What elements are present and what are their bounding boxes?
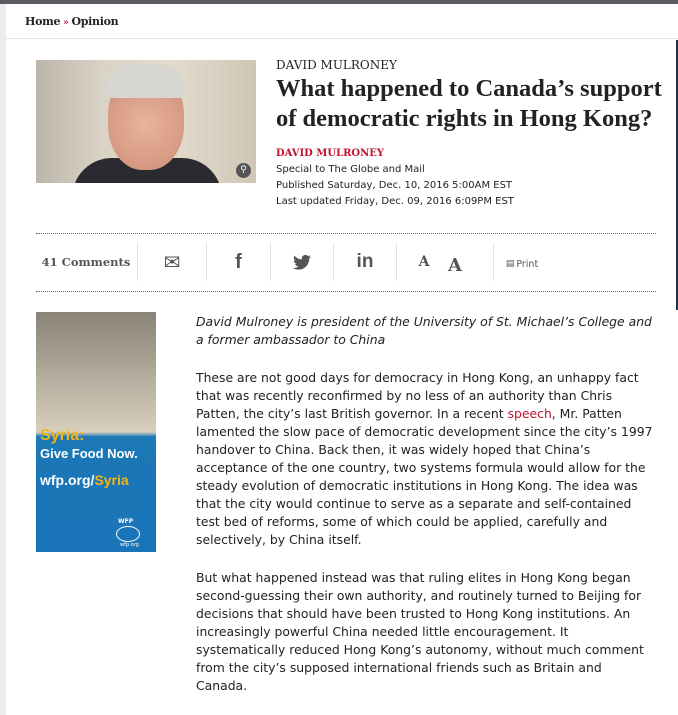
toolbar-separator [493,243,494,281]
published-date: Published Saturday, Dec. 10, 2016 5:00AM EST [276,180,513,191]
top-bar [0,0,678,4]
intro-text: David Mulroney is president of the University of St. Michael’s College and a former ambassador to China [196,314,652,347]
print-label: Print [516,258,539,270]
mail-icon[interactable]: ✉ [163,250,181,274]
print-button[interactable] [502,240,542,284]
paragraph-text: These are not good days for democracy in Hong Kong, an unhappy fact that was recently reconfirmed by no less of an authority than Chris Patten, the city’s last British governor. In a recent [196,370,639,421]
ad-subline: Give Food Now. [40,446,138,461]
author-photo[interactable] [36,60,256,183]
wfp-advertisement[interactable] [36,312,156,552]
speech-link[interactable]: speech [507,406,552,421]
left-edge [0,4,6,715]
article-intro [196,313,656,349]
linkedin-icon[interactable]: in [356,251,374,272]
toolbar-top-border [36,233,656,234]
paragraph-text: , Mr. Patten lamented the slow pace of democratic development since the city’s 1997 handover to China. Back then, it was widely hoped that China’s acceptance of the one country, two systems formula would allow for the steady evolution of democratic institutions in Hong Kong. The idea was that the city would continue to serve as a separate and self-contained test bed of reforms, some of which could be applied, carefully and selectively, by China itself. [196,406,653,547]
facebook-icon[interactable]: f [235,250,242,273]
updated-date: Last updated Friday, Dec. 09, 2016 6:09PM EST [276,196,514,207]
wfp-logo-url: wfp.org [120,542,139,548]
byline-author[interactable]: DAVID MULRONEY [276,148,385,159]
wfp-logo-text: WFP [118,518,134,525]
twitter-icon[interactable] [271,240,333,284]
comments-button[interactable]: 41 Comments [41,255,131,269]
byline-source: Special to The Globe and Mail [276,164,425,175]
ad-url-b: Syria [94,472,129,488]
article-title: What happened to Canada’s support of democratic rights in Hong Kong? [276,75,662,132]
ad-url [40,472,129,488]
print-icon: ▤ [505,259,515,269]
breadcrumb-home[interactable]: Home [25,15,61,28]
breadcrumb-opinion[interactable]: Opinion [71,15,119,28]
article-paragraph-1 [196,369,656,549]
wfp-logo-icon [116,526,140,542]
font-increase-button[interactable]: A [448,254,462,276]
ad-url-a: wfp.org/ [40,472,95,488]
article-paragraph-2: But what happened instead was that ruling elites in Hong Kong began second-guessing their own authority, and routinely turned to Beijing for decisions that should have been trusted to Hong Kong institutions. An increasingly powerful China needed little encouragement. It systematically reduced Hong Kong’s autonomy, without much comment from the city’s supposed international friends such as Britain and Canada. [196,570,644,693]
photo-hair [106,64,186,98]
toolbar-separator [396,243,397,281]
ad-headline: Syria: [40,427,85,444]
author-name: DAVID MULRONEY [276,58,397,72]
font-decrease-button[interactable]: A [418,254,430,270]
divider [6,38,678,39]
magnify-icon[interactable]: ⚲ [236,163,251,178]
breadcrumb-separator: » [63,18,69,28]
breadcrumb [25,15,118,28]
toolbar-bottom-border [36,291,656,292]
